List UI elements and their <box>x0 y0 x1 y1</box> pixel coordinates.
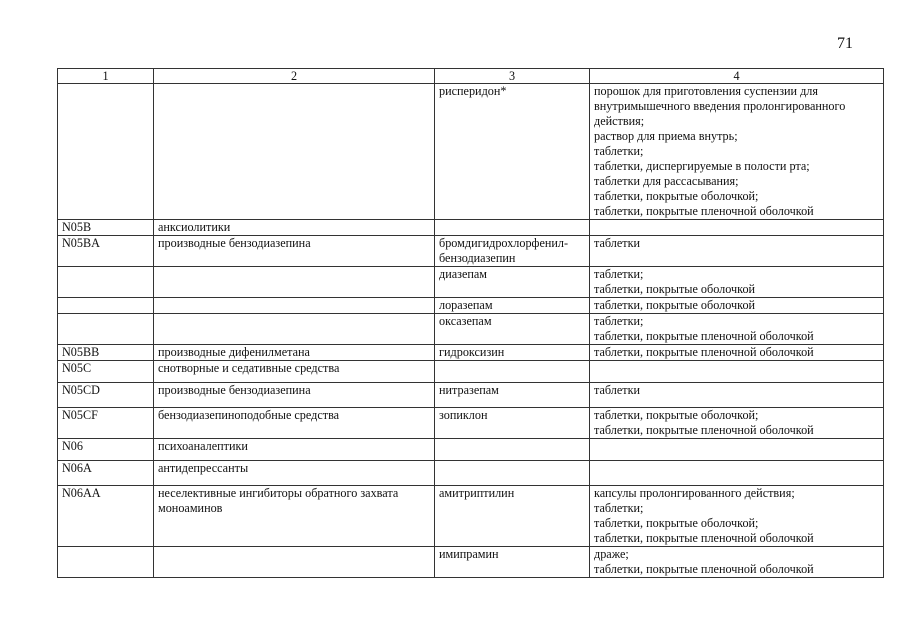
table-row <box>58 461 884 486</box>
drug-cell <box>435 408 590 439</box>
drug-line: зопиклон <box>439 408 488 422</box>
atc-code-cell <box>58 547 154 578</box>
table-row <box>58 408 884 439</box>
drug-cell <box>435 345 590 361</box>
form-line: драже; <box>594 547 629 561</box>
drug-cell <box>435 383 590 408</box>
group-cell <box>154 236 435 267</box>
forms-cell <box>590 267 884 298</box>
forms-cell <box>590 408 884 439</box>
form-line: раствор для приема внутрь; <box>594 129 738 143</box>
group-line: моноаминов <box>158 501 223 515</box>
drug-cell <box>435 84 590 220</box>
table-row <box>58 345 884 361</box>
atc-code: N05B <box>62 220 92 234</box>
table-row <box>58 361 884 383</box>
group-line: анксиолитики <box>158 220 231 234</box>
forms-cell <box>590 461 884 486</box>
forms-cell <box>590 345 884 361</box>
form-line: таблетки, покрытые пленочной оболочкой <box>594 562 814 576</box>
column-header-2: 2 <box>154 69 435 84</box>
forms-cell <box>590 314 884 345</box>
drug-cell <box>435 361 590 383</box>
table-row <box>58 486 884 547</box>
atc-code: N05CF <box>62 408 98 422</box>
atc-code-cell <box>58 298 154 314</box>
forms-cell <box>590 547 884 578</box>
table-row <box>58 314 884 345</box>
group-cell <box>154 220 435 236</box>
drug-line: имипрамин <box>439 547 499 561</box>
form-line: таблетки; <box>594 267 644 281</box>
form-line: таблетки, покрытые пленочной оболочкой <box>594 329 814 343</box>
drug-line: амитриптилин <box>439 486 515 500</box>
form-line: действия; <box>594 114 645 128</box>
forms-cell <box>590 220 884 236</box>
table-body <box>58 84 884 578</box>
column-header-4: 4 <box>590 69 884 84</box>
form-line: таблетки <box>594 383 641 397</box>
drug-cell <box>435 486 590 547</box>
atc-code-cell <box>58 220 154 236</box>
drug-line: нитразепам <box>439 383 499 397</box>
drug-line: бензодиазепин <box>439 251 516 265</box>
form-line: таблетки, покрытые пленочной оболочкой <box>594 531 814 545</box>
group-cell <box>154 439 435 461</box>
table-row <box>58 236 884 267</box>
group-cell <box>154 361 435 383</box>
drug-line: диазепам <box>439 267 488 281</box>
group-line: производные дифенилметана <box>158 345 310 359</box>
atc-code-cell <box>58 345 154 361</box>
forms-cell <box>590 486 884 547</box>
form-line: таблетки, покрытые оболочкой <box>594 282 756 296</box>
form-line: таблетки, диспергируемые в полости рта; <box>594 159 810 173</box>
form-line: таблетки; <box>594 501 644 515</box>
table-row <box>58 84 884 220</box>
group-cell <box>154 408 435 439</box>
forms-cell <box>590 439 884 461</box>
drug-line: рисперидон* <box>439 84 507 98</box>
drug-cell <box>435 267 590 298</box>
form-line: таблетки для рассасывания; <box>594 174 739 188</box>
group-cell <box>154 314 435 345</box>
table-row <box>58 298 884 314</box>
group-line: неселективные ингибиторы обратного захвата <box>158 486 399 500</box>
form-line: таблетки <box>594 236 641 250</box>
atc-code-cell <box>58 439 154 461</box>
form-line: таблетки, покрытые оболочкой; <box>594 189 759 203</box>
atc-code: N05C <box>62 361 92 375</box>
group-line: психоаналептики <box>158 439 248 453</box>
atc-code: N05CD <box>62 383 100 397</box>
atc-code-cell <box>58 383 154 408</box>
forms-cell <box>590 84 884 220</box>
header-row <box>58 69 884 84</box>
atc-code: N06 <box>62 439 83 453</box>
group-cell <box>154 461 435 486</box>
group-cell <box>154 84 435 220</box>
form-line: порошок для приготовления суспензии для <box>594 84 818 98</box>
group-line: антидепрессанты <box>158 461 249 475</box>
form-line: таблетки, покрытые пленочной оболочкой <box>594 345 814 359</box>
group-cell <box>154 383 435 408</box>
drug-line: оксазепам <box>439 314 492 328</box>
group-line: бензодиазепиноподобные средства <box>158 408 340 422</box>
page-number: 71 <box>837 35 853 52</box>
atc-code-cell <box>58 461 154 486</box>
drug-cell <box>435 220 590 236</box>
form-line: таблетки, покрытые оболочкой <box>594 298 756 312</box>
forms-cell <box>590 361 884 383</box>
atc-code-cell <box>58 267 154 298</box>
drug-line: лоразепам <box>439 298 493 312</box>
group-line: снотворные и седативные средства <box>158 361 340 375</box>
form-line: таблетки, покрытые пленочной оболочкой <box>594 423 814 437</box>
group-cell <box>154 267 435 298</box>
form-line: таблетки; <box>594 144 644 158</box>
atc-code-cell <box>58 236 154 267</box>
form-line: таблетки, покрытые оболочкой; <box>594 408 759 422</box>
group-cell <box>154 298 435 314</box>
drug-cell <box>435 547 590 578</box>
atc-code-cell <box>58 84 154 220</box>
table-row <box>58 439 884 461</box>
group-cell <box>154 345 435 361</box>
table-row <box>58 267 884 298</box>
atc-code-cell <box>58 361 154 383</box>
atc-code: N05BB <box>62 345 100 359</box>
atc-code-cell <box>58 314 154 345</box>
drug-table <box>57 68 884 578</box>
table-row <box>58 383 884 408</box>
forms-cell <box>590 383 884 408</box>
forms-cell <box>590 298 884 314</box>
group-cell <box>154 486 435 547</box>
drug-cell <box>435 314 590 345</box>
column-header-3: 3 <box>435 69 590 84</box>
atc-code: N06A <box>62 461 92 475</box>
form-line: внутримышечного введения пролонгированного <box>594 99 846 113</box>
drug-cell <box>435 439 590 461</box>
form-line: таблетки, покрытые пленочной оболочкой <box>594 204 814 218</box>
form-line: таблетки, покрытые оболочкой; <box>594 516 759 530</box>
form-line: таблетки; <box>594 314 644 328</box>
atc-code-cell <box>58 408 154 439</box>
form-line: капсулы пролонгированного действия; <box>594 486 795 500</box>
atc-code: N06AA <box>62 486 101 500</box>
drug-cell <box>435 298 590 314</box>
forms-cell <box>590 236 884 267</box>
drug-line: гидроксизин <box>439 345 505 359</box>
drug-cell <box>435 461 590 486</box>
table-row <box>58 220 884 236</box>
group-line: производные бензодиазепина <box>158 236 311 250</box>
table-row <box>58 547 884 578</box>
atc-code-cell <box>58 486 154 547</box>
drug-cell <box>435 236 590 267</box>
drug-line: бромдигидрохлорфенил- <box>439 236 569 250</box>
column-header-1: 1 <box>58 69 154 84</box>
group-line: производные бензодиазепина <box>158 383 311 397</box>
group-cell <box>154 547 435 578</box>
atc-code: N05BA <box>62 236 100 250</box>
